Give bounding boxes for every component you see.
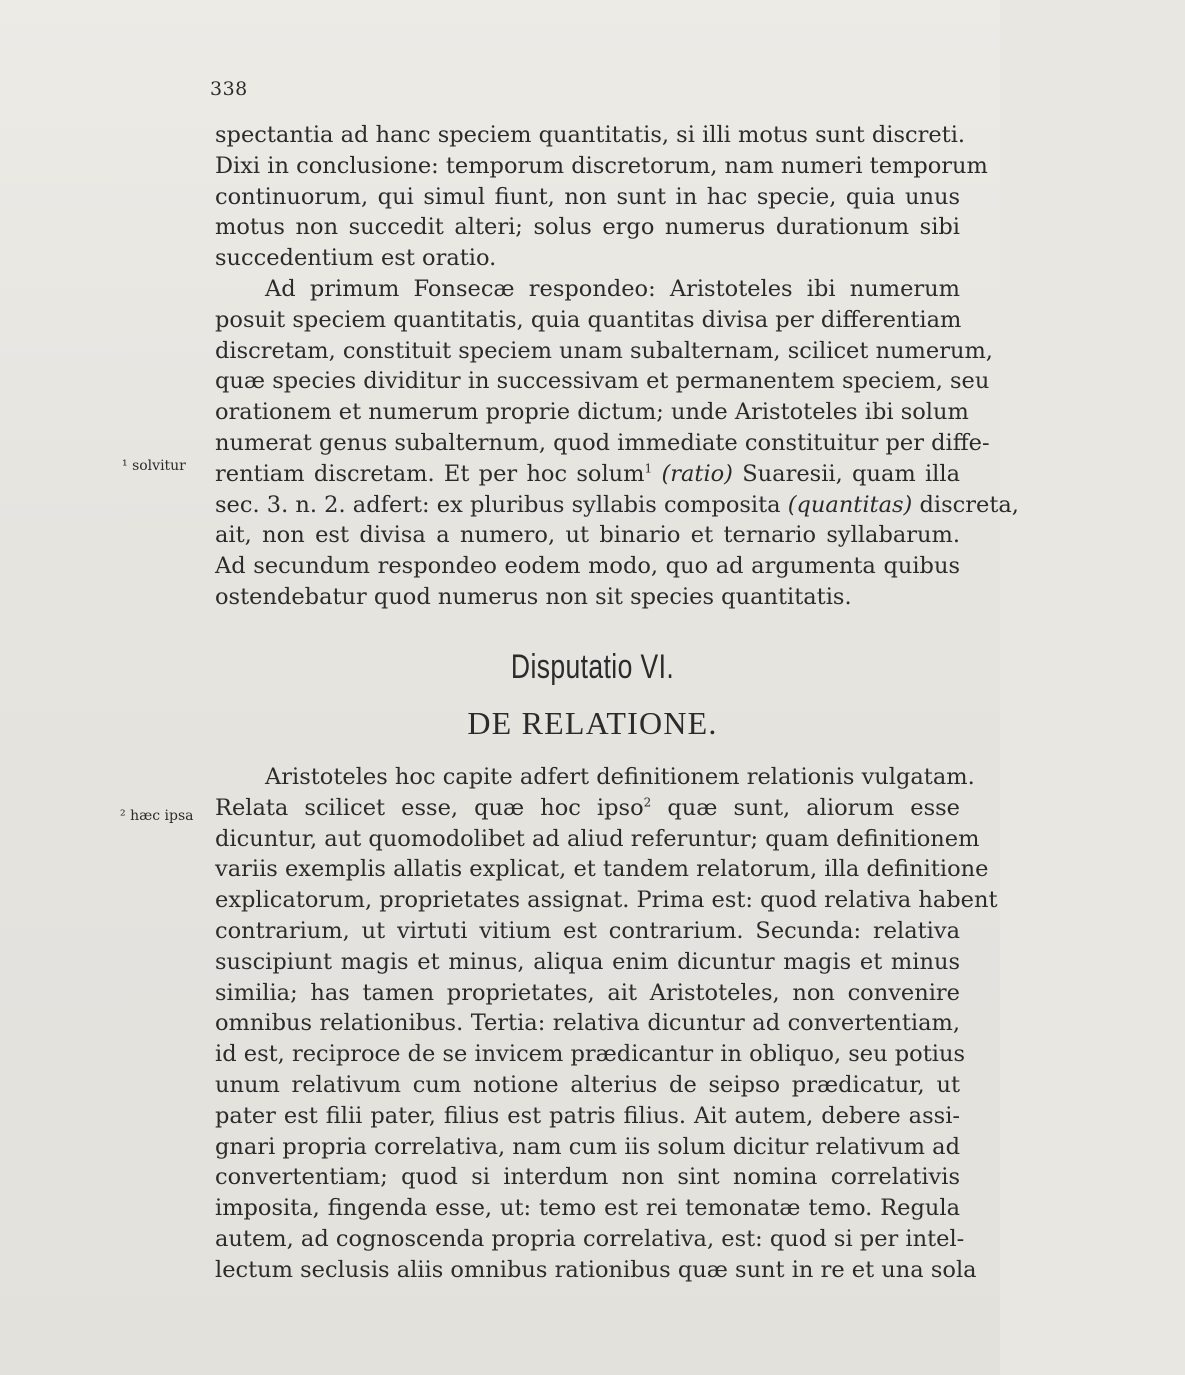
text-block-bottom: [215, 762, 998, 1286]
section-heading: Disputatio VI.: [510, 648, 675, 686]
text-line: numerat genus subalternum, quod immediate constituitur per diffe-: [215, 429, 990, 456]
text-line: discretam, constituit speciem unam subalternam, scilicet numerum,: [215, 337, 993, 364]
text-segment: Relata scilicet esse, quæ hoc ipso: [215, 794, 644, 821]
text-line: autem, ad cognoscenda propria correlativa, est: quod si per intel-: [215, 1225, 965, 1252]
text-line: Dixi in conclusione: temporum discretorum, nam numeri temporum: [215, 152, 988, 179]
text-line: dicuntur, aut quomodolibet ad aliud referuntur; quam definitionem: [215, 825, 980, 852]
footnote-marker: 1: [644, 461, 653, 476]
text-segment: quæ sunt, aliorum esse: [651, 794, 960, 821]
text-line: omnibus relationibus. Tertia: relativa dicuntur ad convertentiam,: [215, 1010, 960, 1037]
text-line: variis exemplis allatis explicat, et tandem relatorum, illa definitione: [215, 856, 989, 883]
text-line: [215, 793, 960, 824]
text-line: unum relativum cum notione alterius de seipso prædicatur, ut: [215, 1071, 960, 1098]
text-line: Aristoteles hoc capite adfert definitionem relationis vulgatam.: [265, 764, 975, 790]
text-line: quæ species dividitur in successivam et permanentem speciem, seu: [215, 368, 990, 395]
text-line: ostendebatur quod numerus non sit species quantitatis.: [215, 583, 852, 610]
marginal-note-solvitur: ¹ solvitur: [122, 458, 186, 474]
text-line: pater est filii pater, filius est patris filius. Ait autem, debere assi-: [215, 1102, 960, 1129]
text-segment: discreta,: [912, 491, 1019, 518]
text-line: lectum seclusis aliis omnibus rationibus quæ sunt in re et una sola: [215, 1256, 977, 1283]
text-line: convertentiam; quod si interdum non sint nomina correlativis: [215, 1164, 960, 1191]
text-line: continuorum, qui simul fiunt, non sunt in hac specie, quia unus: [215, 183, 960, 210]
text-line: gnari propria correlativa, nam cum iis solum dicitur relativum ad: [215, 1133, 960, 1160]
italic-gloss: (ratio): [661, 460, 733, 487]
text-line: imposita, fingenda esse, ut: temo est rei temonatæ temo. Regula: [215, 1195, 960, 1222]
text-line: ait, non est divisa a numero, ut binario et ternario syllabarum.: [215, 522, 960, 549]
text-line: motus non succedit alteri; solus ergo numerus durationum sibi: [215, 214, 960, 241]
text-segment: sec. 3. n. 2. adfert: ex pluribus syllabis composita: [215, 491, 788, 518]
page-number: 338: [210, 78, 248, 100]
text-line: Ad secundum respondeo eodem modo, quo ad argumenta quibus: [215, 553, 960, 580]
marginal-note-haec-ipsa: ² hæc ipsa: [120, 808, 194, 824]
text-line: explicatorum, proprietates assignat. Prima est: quod relativa habent: [215, 887, 998, 914]
text-segment: rentiam discretam. Et per hoc solum: [215, 460, 645, 487]
text-line: similia; has tamen proprietates, ait Aristoteles, non convenire: [215, 979, 960, 1006]
section-title: DE RELATIONE.: [467, 705, 718, 741]
text-line: contrarium, ut virtuti vitium est contrarium. Secunda: relativa: [215, 917, 960, 944]
text-line: [215, 490, 1019, 521]
text-line: Ad primum Fonsecæ respondeo: Aristoteles ibi numerum: [265, 275, 960, 302]
text-line: [215, 459, 960, 490]
text-line: succedentium est oratio.: [215, 245, 497, 272]
text-line: posuit speciem quantitatis, quia quantitas divisa per differentiam: [215, 306, 962, 333]
text-line: suscipiunt magis et minus, aliqua enim dicuntur magis et minus: [215, 948, 960, 975]
text-block-top: [215, 120, 1019, 613]
text-line: orationem et numerum proprie dictum; unde Aristoteles ibi solum: [215, 399, 969, 426]
footnote-marker: 2: [643, 795, 652, 810]
italic-gloss: (quantitas): [787, 491, 913, 518]
text-line: spectantia ad hanc speciem quantitatis, si illi motus sunt discreti.: [215, 122, 966, 148]
text-segment: Suaresii, quam illa: [732, 460, 960, 487]
text-line: id est, reciproce de se invicem prædicantur in obliquo, seu potius: [215, 1041, 965, 1068]
